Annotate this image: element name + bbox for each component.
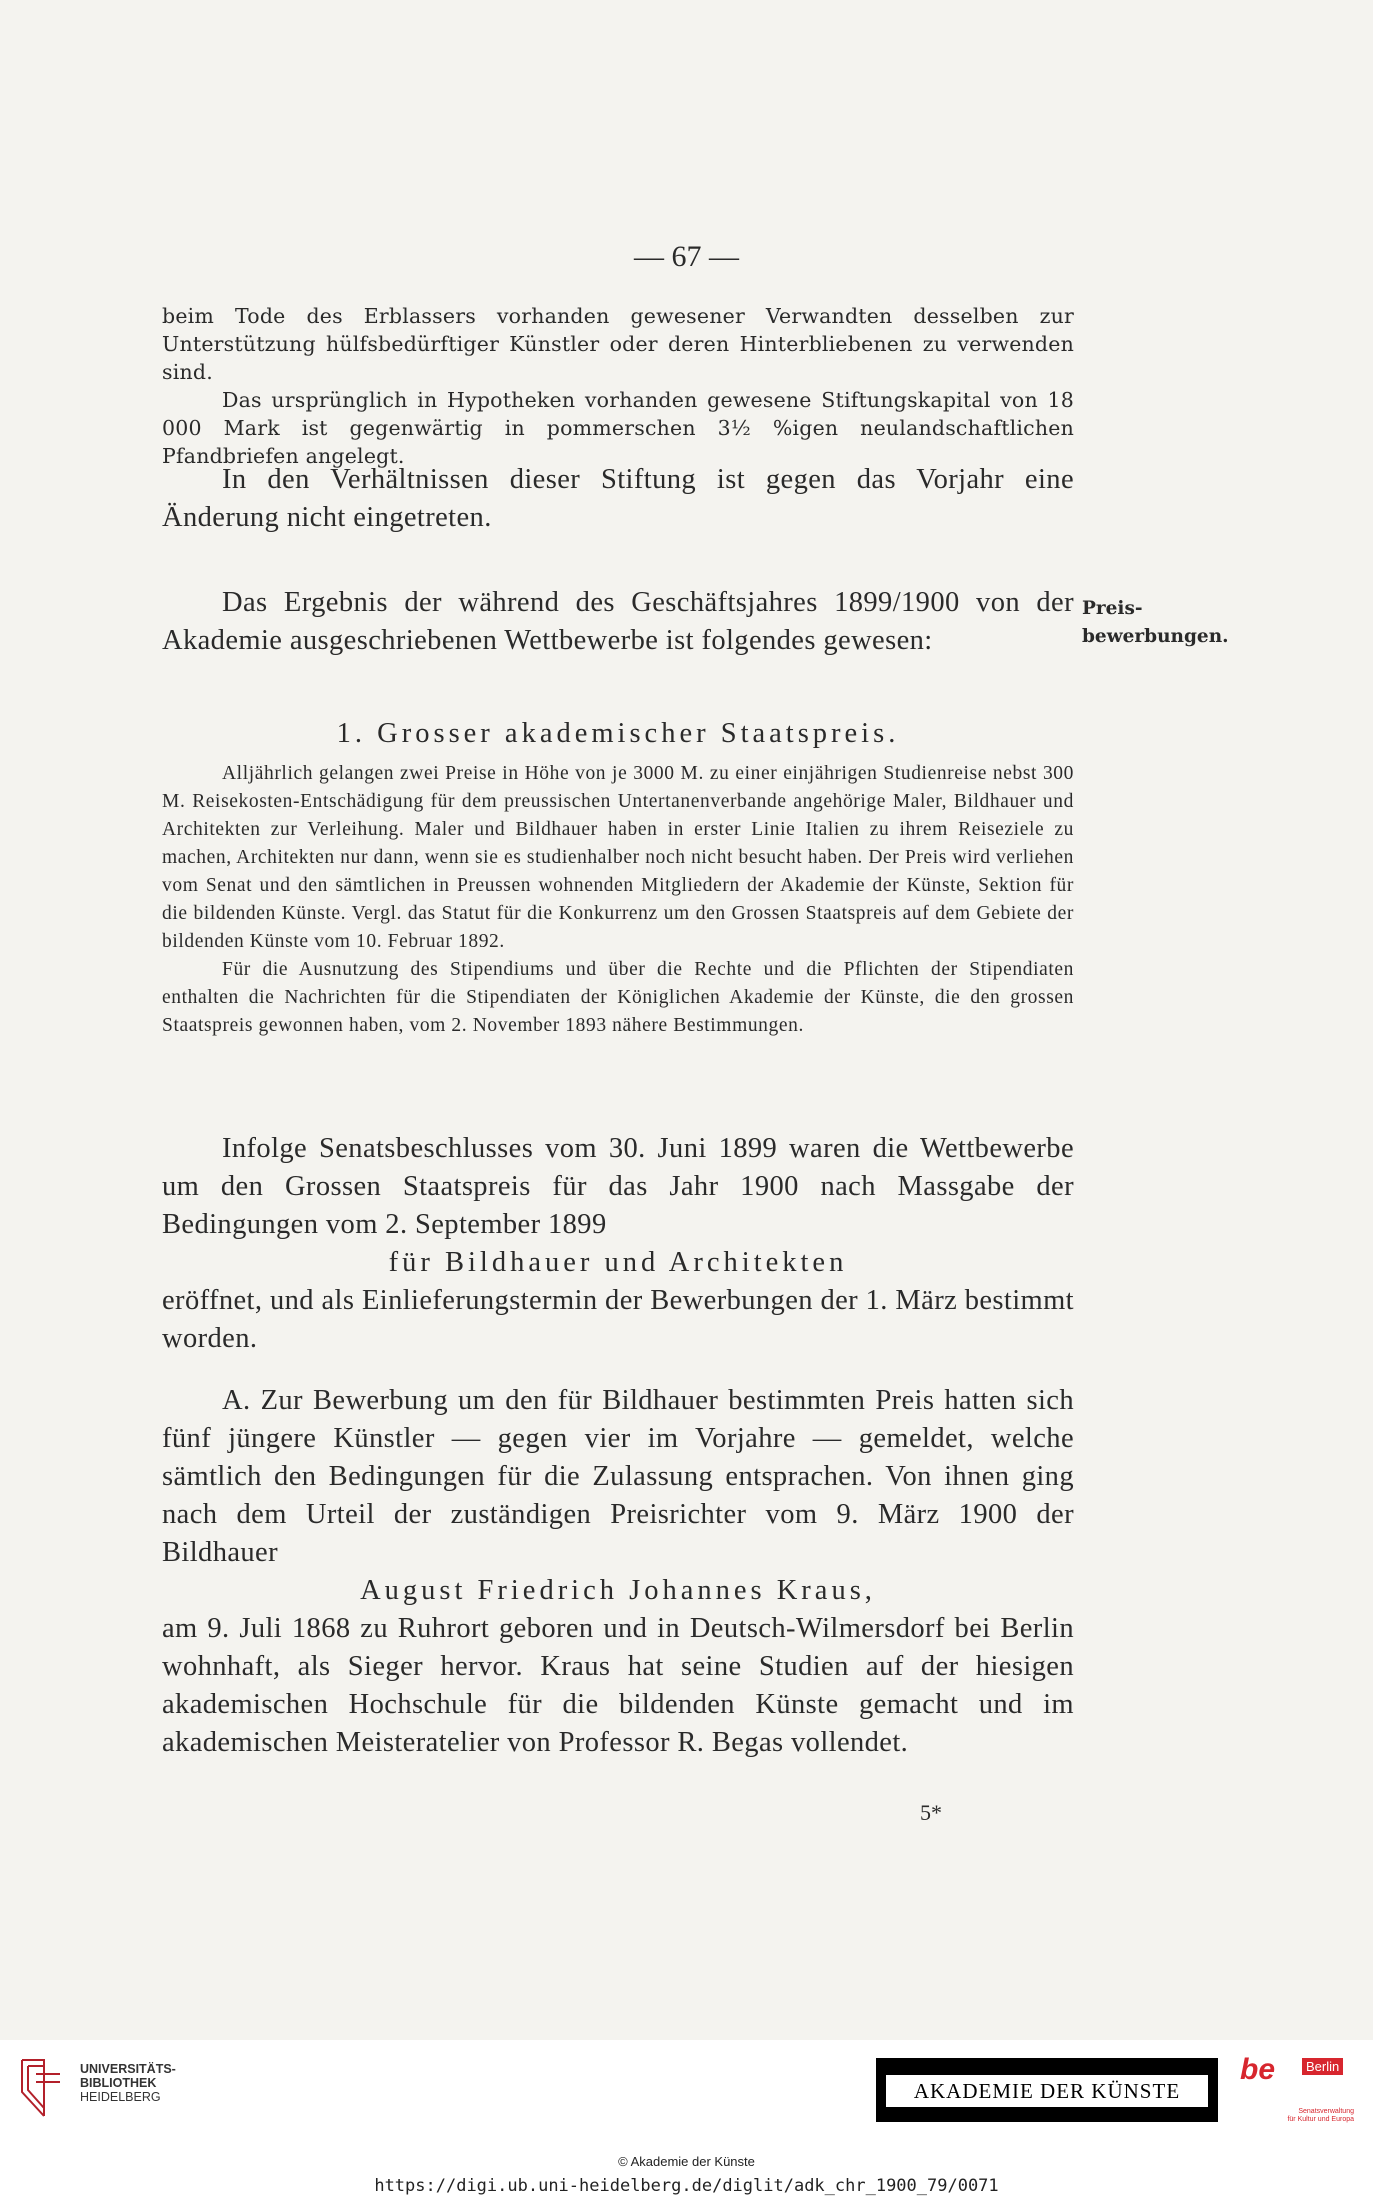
paragraph-senate: Infolge Senatsbeschlusses vom 30. Juni 1899 waren die Wettbewerbe um den Grossen Staatspreis für das Jahr 1900 nach Massgabe der Bedingungen vom 2. September 1899 (162, 1133, 1074, 1240)
ub-line: UNIVERSITÄTS- (80, 2062, 176, 2076)
berlin-logo-be[interactable]: be (1240, 2053, 1276, 2086)
berlin-logo-sub (1270, 2108, 1354, 2124)
university-library-name[interactable] (80, 2062, 176, 2104)
ub-line: HEIDELBERG (80, 2090, 161, 2104)
paragraph-top-2: Das ursprünglich in Hypotheken vorhanden gewesene Stiftungskapital von 18 000 Mark ist gegenwärtig in pommerschen 3½ %igen neulandschaftlichen Pfandbriefen angelegt. (162, 388, 1074, 468)
adk-label: AKADEMIE DER KÜNSTE (886, 2075, 1208, 2107)
paragraph-name: August Friedrich Johannes Kraus, (360, 1575, 876, 1606)
signature-mark: 5* (920, 1800, 942, 1825)
copyright-text: © Akademie der Künste (618, 2154, 755, 2169)
page-body-2 (162, 461, 1074, 537)
page-number: — 67 — (634, 240, 739, 273)
section (162, 715, 1074, 753)
university-library-logo-icon[interactable] (14, 2052, 70, 2124)
paragraph-a-end: am 9. Juli 1868 zu Ruhrort geboren und in Deutsch-Wilmersdorf bei Berlin wohnhaft, als Sieger hervor. Kraus hat seine Studien auf der hiesigen akademischen Hochschule für die bildenden Künste gemacht und im akademischen Meisteratelier von Professor R. Begas vollendet. (162, 1613, 1074, 1758)
footnote-1: Alljährlich gelangen zwei Preise in Höhe von je 3000 M. zu einer einjährigen Studienreise nebst 300 M. Reisekosten-Entschädigung für dem preussischen Untertanenverbande angehörige Maler, Bildhauer und Architekten zur Verleihung. Maler und Bildhauer haben in erster Linie Italien zu ihrem Reiseziele zu machen, Architekten nur dann, wenn sie es studienhalber noch nicht besucht haben. Der Preis wird verliehen vom Senat und den sämtlichen in Preussen wohnenden Mitgliedern der Akademie der Künste, Sektion für die bildenden Künste. Vergl. das Statut für die Konkurrenz um den Grossen Staatspreis auf dem Gebiete der bildenden Künste vom 10. Februar 1892. (162, 763, 1074, 952)
footnotes (162, 760, 1074, 1040)
ub-line: BIBLIOTHEK (80, 2076, 157, 2090)
marginal-note (1082, 595, 1232, 651)
berlin-logo-tag[interactable]: Berlin (1302, 2058, 1343, 2075)
paragraph-change: In den Verhältnissen dieser Stiftung ist gegen das Vorjahr eine Änderung nicht eingetreten. (162, 464, 1074, 533)
marginal-note-line: bewerbungen. (1082, 626, 1229, 647)
adk-logo[interactable] (876, 2058, 1218, 2122)
paragraph-senate-end: eröffnet, und als Einlieferungstermin der Bewerbungen der 1. März bestimmt worden. (162, 1285, 1074, 1354)
paragraph-a: A. Zur Bewerbung um den für Bildhauer bestimmten Preis hatten sich fünf jüngere Künstler — gegen vier im Vorjahre — gemeldet, welche sämtlich den Bedingungen für die Zulassung entsprachen. Von ihnen ging nach dem Urteil der zuständigen Preisrichter vom 9. März 1900 der Bildhauer (162, 1385, 1074, 1568)
paragraph-senate-center: für Bildhauer und Architekten (388, 1247, 848, 1278)
berlin-sub-line: Senatsverwaltung (1298, 2108, 1354, 2115)
section-heading: 1. Grosser akademischer Staatspreis. (336, 718, 900, 749)
marginal-note-line: Preis- (1082, 598, 1143, 619)
page-body-4 (162, 1130, 1074, 1358)
source-url-link[interactable]: https://digi.ub.uni-heidelberg.de/diglit/adk_chr_1900_79/0071 (374, 2176, 999, 2196)
paragraph-result: Das Ergebnis der während des Geschäftsjahres 1899/1900 von der Akademie ausgeschriebenen Wettbewerbe ist folgendes gewesen: (162, 587, 1074, 656)
footnote-2: Für die Ausnutzung des Stipendiums und über die Rechte und die Pflichten der Stipendiaten enthalten die Nachrichten für die Stipendiaten der Königlichen Akademie der Künste, die den grossen Staatspreis gewonnen haben, vom 2. November 1893 nähere Bestimmungen. (162, 959, 1074, 1036)
page-body-3 (162, 584, 1074, 660)
page-body-5 (162, 1382, 1074, 1762)
berlin-sub-line: für Kultur und Europa (1287, 2116, 1354, 2123)
paragraph-top-1: beim Tode des Erblassers vorhanden gewesener Verwandten desselben zur Unterstützung hülfsbedürftiger Künstler oder deren Hinterbliebenen zu verwenden sind. (162, 304, 1074, 384)
page-body (162, 302, 1074, 470)
